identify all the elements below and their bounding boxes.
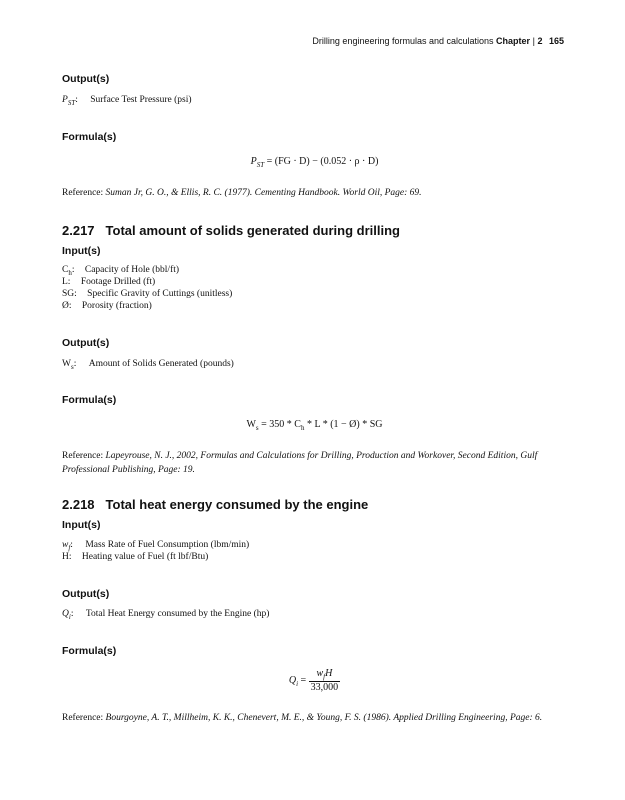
header-separator: | xyxy=(532,36,535,46)
input-description: Capacity of Hole (bbl/ft) xyxy=(84,265,180,275)
formula-lhs-sub: ST xyxy=(256,161,265,169)
formula-rhs-a: = 350 * C xyxy=(258,419,301,430)
running-title: Drilling engineering formulas and calculations xyxy=(312,36,494,46)
formula-lhs: P xyxy=(250,156,257,167)
output-symbol-colon: : xyxy=(75,95,78,105)
formula-rhs: = (FG · D) − (0.052 · ρ · D) xyxy=(264,156,379,167)
running-header xyxy=(312,36,564,46)
fraction-denominator: 33,000 xyxy=(310,682,339,693)
input-description: Heating value of Fuel (ft lbf/Btu) xyxy=(81,552,209,562)
input-description: Specific Gravity of Cuttings (unitless) xyxy=(87,289,233,299)
chapter-label: Chapter xyxy=(496,36,531,46)
formula-rhs-b: * L * (1 − Ø) * SG xyxy=(304,419,383,430)
output-symbol-colon: : xyxy=(70,609,74,619)
reference-label: Reference: xyxy=(62,713,104,723)
section-title: Total amount of solids generated during drilling xyxy=(105,223,400,238)
formula-equals: = xyxy=(298,674,309,686)
reference xyxy=(62,186,567,200)
input-symbol: SG: xyxy=(62,289,77,299)
input-symbol: Ø: xyxy=(62,301,72,311)
reference-text: Lapeyrouse, N. J., 2002, Formulas and Calculations for Drilling, Production and Workover, Second Edition, Gulf Professional Publishing, Page: 19. xyxy=(62,451,538,475)
formula-lhs: Q xyxy=(288,674,297,686)
formula-lhs: W xyxy=(246,419,256,430)
output-symbol: P xyxy=(62,95,68,105)
input-symbol-sub: h xyxy=(68,268,72,277)
formula-lhs-sub: s xyxy=(255,424,259,432)
input-item xyxy=(62,289,232,299)
outputs-heading: Output(s) xyxy=(62,588,110,600)
outputs-heading: Output(s) xyxy=(62,337,110,349)
input-item xyxy=(62,265,179,277)
reference-text: Suman Jr, G. O., & Ellis, R. C. (1977). Cementing Handbook. World Oil, Page: 69. xyxy=(105,188,422,198)
output-symbol: Q xyxy=(62,609,69,619)
section-heading xyxy=(62,223,400,238)
formula-heading: Formula(s) xyxy=(62,645,117,657)
formula-pst xyxy=(62,156,567,169)
chapter-number: 2 xyxy=(537,36,543,46)
input-symbol: C xyxy=(62,265,69,275)
formula-heading: Formula(s) xyxy=(62,131,117,143)
output-description: Total Heat Energy consumed by the Engine (hp) xyxy=(85,609,270,619)
outputs-heading: Output(s) xyxy=(62,73,110,85)
fraction-numerator xyxy=(309,668,341,682)
numerator-h: H xyxy=(325,668,333,679)
input-description: Porosity (fraction) xyxy=(81,301,152,311)
formula-rhs-sub: h xyxy=(300,424,305,432)
input-description: Footage Drilled (ft) xyxy=(80,277,156,287)
input-item xyxy=(62,301,152,311)
output-item xyxy=(62,609,269,621)
numerator-sub: f xyxy=(323,673,326,681)
input-description: Mass Rate of Fuel Consumption (lbm/min) xyxy=(85,540,250,550)
reference xyxy=(62,449,567,477)
output-symbol-sub: ST xyxy=(67,98,76,107)
input-symbol: w xyxy=(62,540,69,550)
formula-lhs-sub: i xyxy=(296,679,299,688)
output-description: Amount of Solids Generated (pounds) xyxy=(88,359,234,369)
output-item xyxy=(62,359,234,371)
output-symbol: W xyxy=(62,359,71,369)
input-symbol-sub: f xyxy=(68,543,71,552)
inputs-heading: Input(s) xyxy=(62,519,101,531)
output-item xyxy=(62,95,192,107)
formula-ws xyxy=(62,419,567,432)
numerator-w: w xyxy=(316,668,324,679)
section-number: 2.218 xyxy=(62,497,95,512)
section-heading xyxy=(62,497,368,512)
input-symbol: H: xyxy=(62,552,72,562)
reference-label: Reference: xyxy=(62,188,104,198)
page-number: 165 xyxy=(548,36,564,46)
input-symbol-colon: : xyxy=(70,540,73,550)
fraction xyxy=(309,668,341,693)
output-symbol-sub: s xyxy=(70,362,74,371)
section-number: 2.217 xyxy=(62,223,95,238)
input-symbol-colon: : xyxy=(71,265,75,275)
reference-label: Reference: xyxy=(62,451,104,461)
input-item xyxy=(62,540,249,552)
output-symbol-sub: i xyxy=(68,612,71,621)
inputs-heading: Input(s) xyxy=(62,245,101,257)
reference xyxy=(62,711,567,725)
input-item xyxy=(62,277,155,287)
output-symbol-colon: : xyxy=(73,359,77,369)
section-title: Total heat energy consumed by the engine xyxy=(105,497,369,512)
formula-heading: Formula(s) xyxy=(62,394,117,406)
input-item xyxy=(62,552,208,562)
output-description: Surface Test Pressure (psi) xyxy=(90,95,192,105)
input-symbol: L: xyxy=(62,277,71,287)
reference-text: Bourgoyne, A. T., Millheim, K. K., Chenevert, M. E., & Young, F. S. (1986). Applied Drilling Engineering, Page: 6. xyxy=(105,713,543,723)
formula-qi xyxy=(62,668,567,693)
